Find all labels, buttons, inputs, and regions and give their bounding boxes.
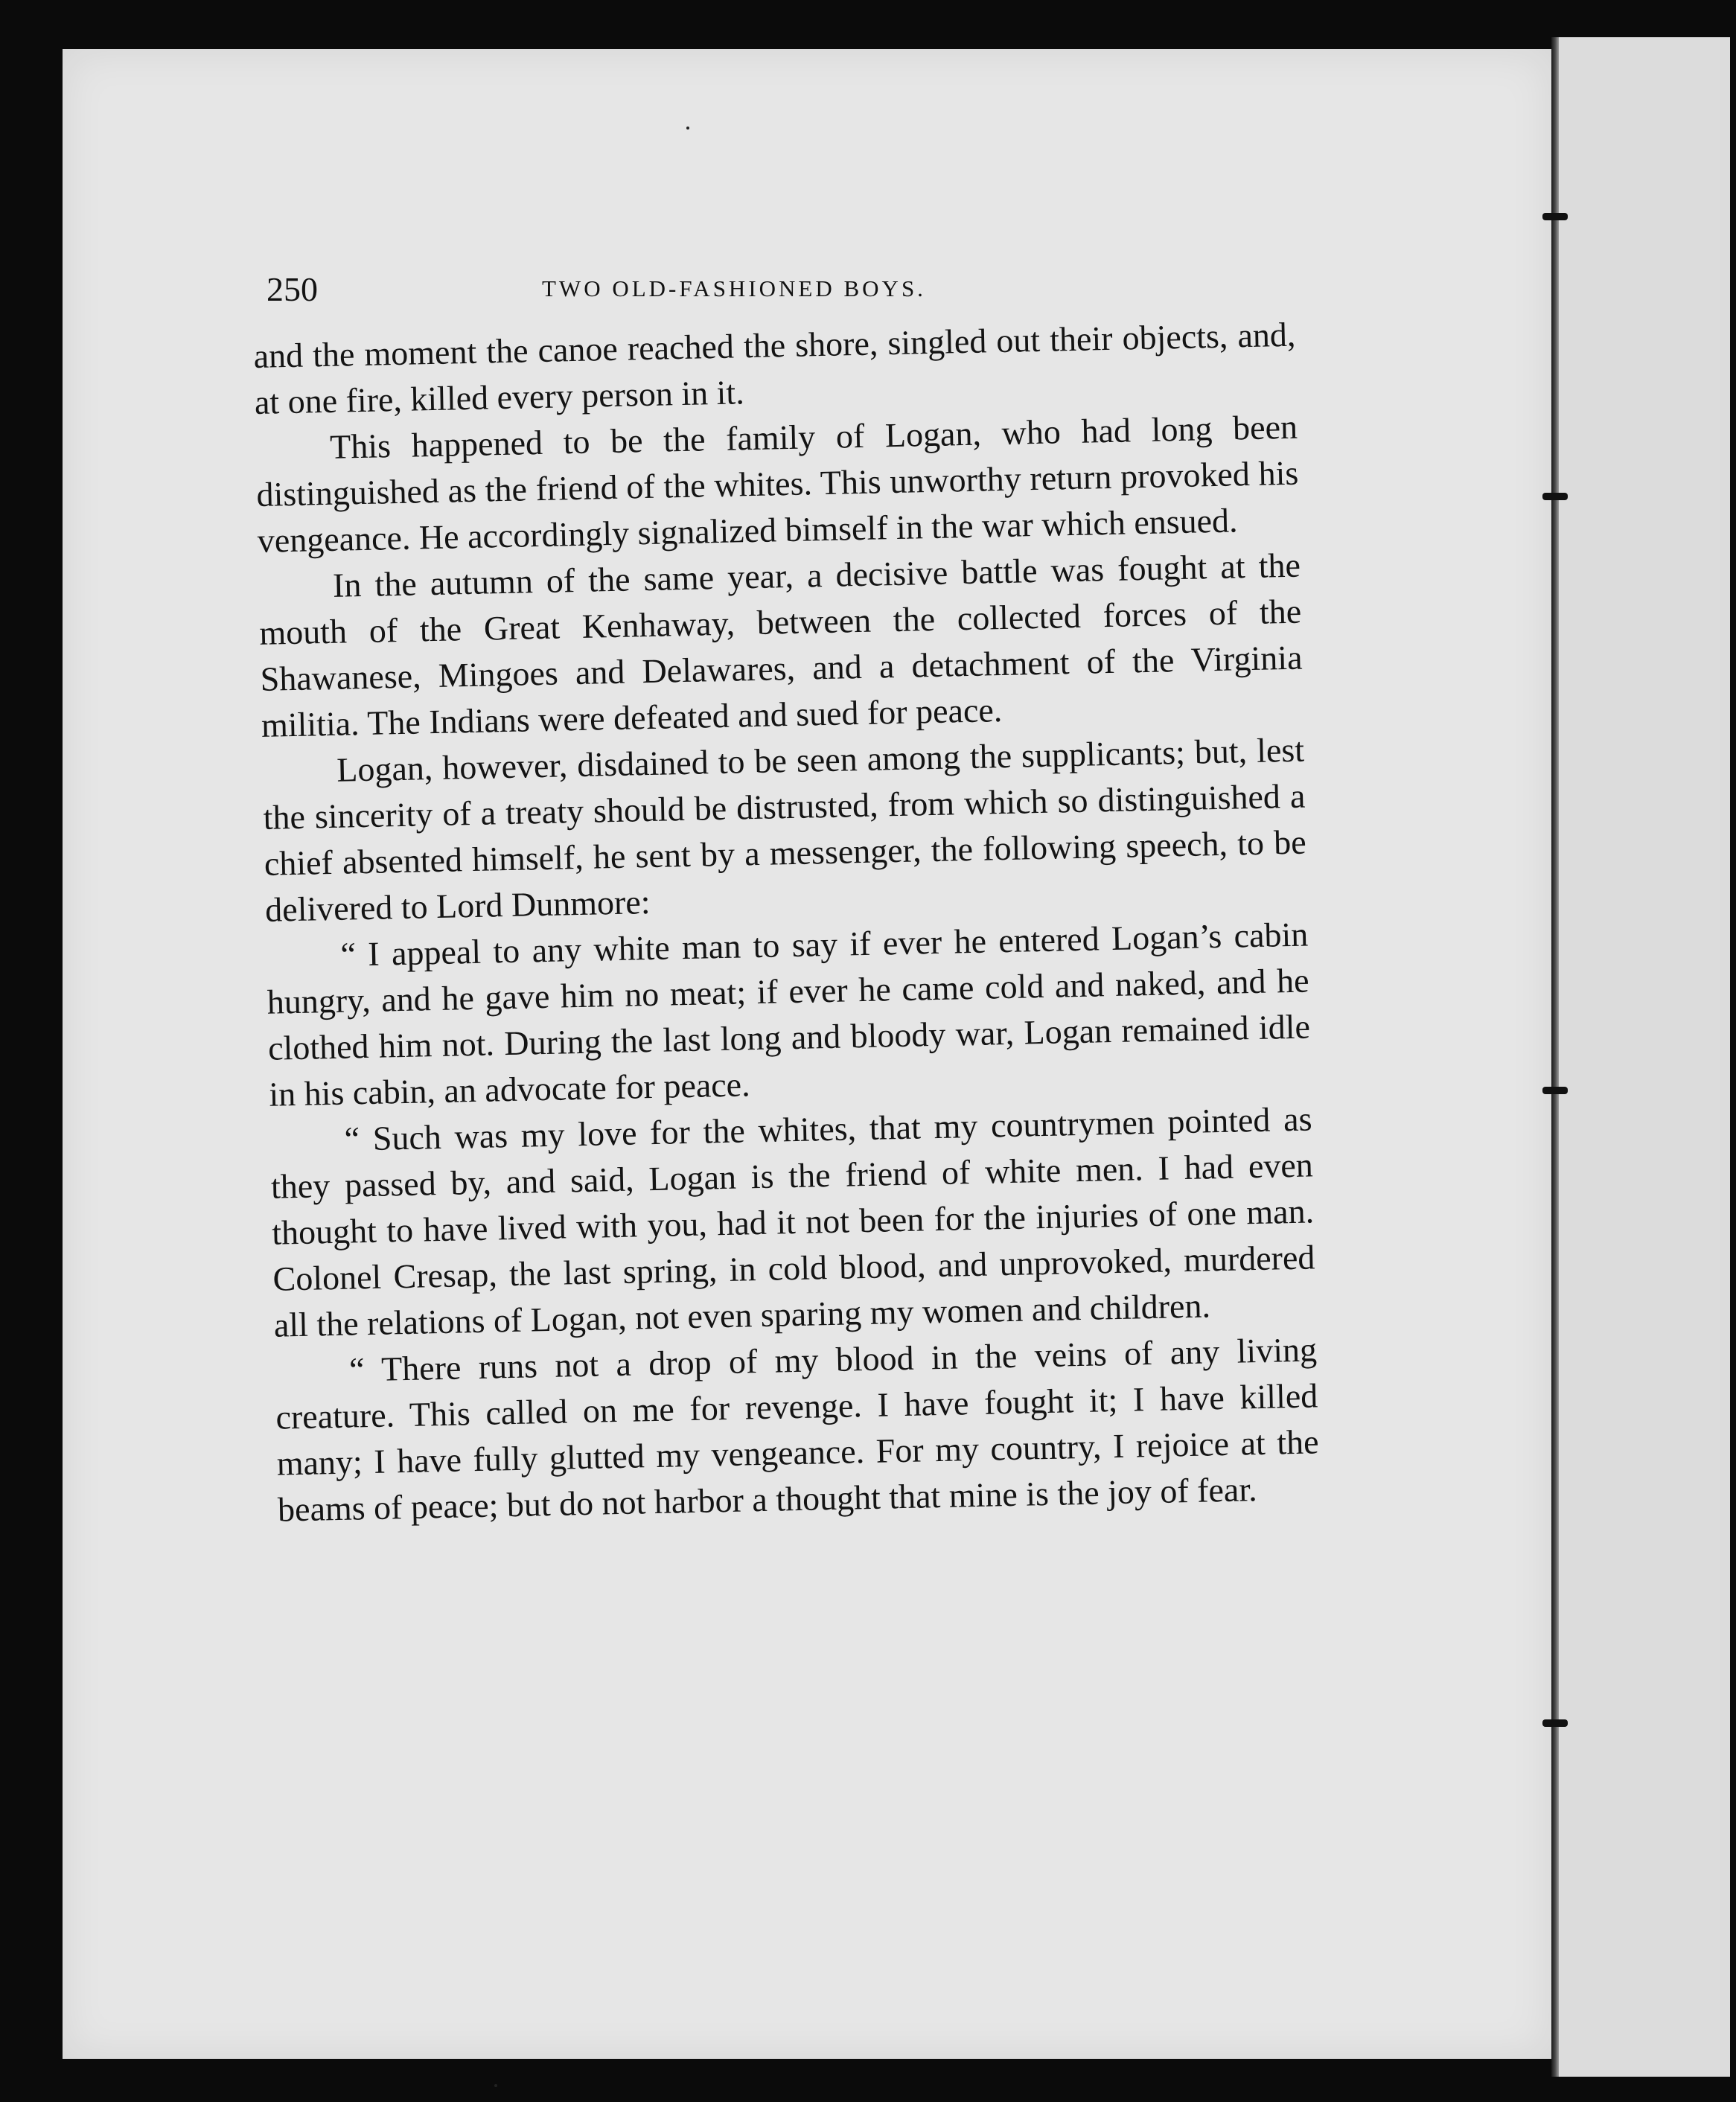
paragraph: In the autumn of the same year, a decisive battle was fought at the mouth of the Great Kenhaway, between the collected forces of the Shawanese, Mingoes and Delawares, and a detachment of the Virginia militia. The Indians were defeated and sued for peace. bbox=[258, 546, 1303, 744]
gutter-mark bbox=[1542, 213, 1568, 220]
gutter-mark bbox=[1542, 1087, 1568, 1094]
body-text bbox=[253, 312, 1320, 1533]
adjacent-page-edge bbox=[1551, 37, 1730, 2077]
gutter-mark bbox=[1542, 493, 1568, 500]
quoted-paragraph: “ Such was my love for the whites, that my countrymen pointed as they passed by, and said, Logan is the friend of white men. I had even thought to have lived with you, had it not been for the injuries of one man. Colonel Cresap, the last spring, in cold blood, and unprovoked, murdered all the relations of Logan, not even sparing my women and children. bbox=[270, 1099, 1315, 1344]
book-gutter bbox=[1551, 37, 1559, 2077]
page-header bbox=[267, 269, 1294, 314]
paragraph: Logan, however, disdained to be seen among the supplicants; but, lest the sincerity of a treaty should be distrusted, from which so distinguished a chief absented himself, he sent by a messenger, the following speech, to be delivered to Lord Dunmore: bbox=[263, 730, 1307, 929]
paragraph: This happened to be the family of Logan, who had long been distinguished as the friend of the whites. This unworthy return provoked his vengeance. He accordingly signalized bimself in the war which ensued. bbox=[256, 407, 1299, 560]
paper-speck bbox=[494, 2084, 497, 2087]
page-number: 250 bbox=[267, 270, 318, 308]
quoted-paragraph: “ I appeal to any white man to say if ever he entered Logan’s cabin hungry, and he gave him no meat; if ever he came cold and naked, and he clothed him not. During the last long and bloody war, Logan remained idle in his cabin, an advocate for peace. bbox=[267, 915, 1311, 1114]
quoted-paragraph: “ There runs not a drop of my blood in the veins of any living creature. This called on me for revenge. I have fought it; I have killed many; I have fully glutted my vengeance. For my country, I rejoice at the beams of peace; but do not harbor a thought that mine is the joy of fear. bbox=[275, 1330, 1320, 1529]
gutter-mark bbox=[1542, 1719, 1568, 1727]
paper-speck bbox=[686, 127, 689, 130]
running-head: TWO OLD-FASHIONED BOYS. bbox=[542, 275, 926, 301]
paragraph: and the moment the canoe reached the shore, singled out their objects, and, at one fire, killed every person in it. bbox=[253, 315, 1296, 421]
